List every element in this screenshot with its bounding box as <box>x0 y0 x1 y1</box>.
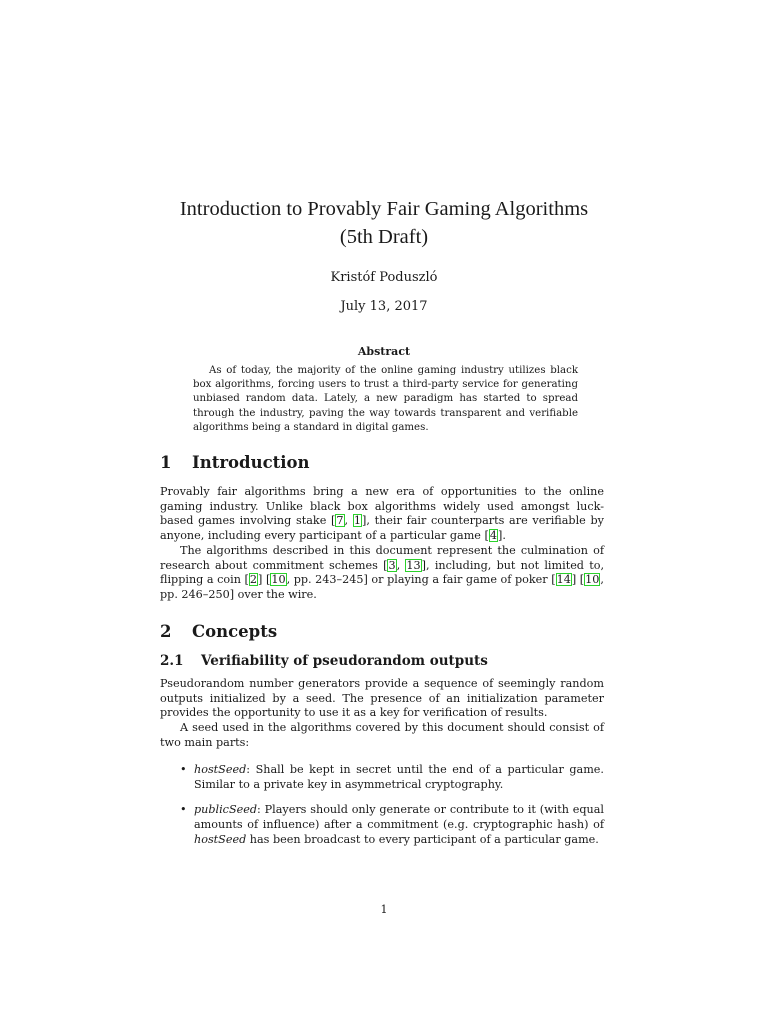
citation-link[interactable]: 14 <box>556 573 571 587</box>
bullet-icon: • <box>180 763 187 776</box>
text-run: . <box>502 529 506 543</box>
citation-link[interactable]: 3 <box>388 558 396 572</box>
list-item-text: : Shall be kept in secret until the end of a particular game. Similar to a private key in asymmetrical cryptography. <box>194 763 604 791</box>
section-1-number: 1 <box>160 453 172 472</box>
citation-link[interactable]: 2 <box>249 573 258 587</box>
citation-link[interactable]: 4 <box>489 529 497 543</box>
term: hostSeed <box>194 763 247 776</box>
text-run: , including, but not limited to, flipping a coin <box>160 558 604 587</box>
page-number: 1 <box>380 903 388 916</box>
citation-link[interactable]: 7 <box>336 514 344 528</box>
term: publicSeed <box>194 803 258 817</box>
subsection-2-1-paragraph-1: Pseudorandom number generators provide a sequence of seemingly random outputs initialized by a seed. The presence of an initialization parameter provides the opportunity to use it as a key for verification of results. <box>160 677 604 720</box>
section-2-title: Concepts <box>192 622 278 641</box>
citation-link[interactable]: 13 <box>406 558 421 572</box>
citation-link[interactable]: 10 <box>271 573 286 587</box>
subsection-2-1-number: 2.1 <box>160 653 184 669</box>
section-1-heading <box>160 453 310 472</box>
citation-link[interactable]: 10 <box>585 573 600 587</box>
section-1-title: Introduction <box>192 453 310 472</box>
subsection-2-1-paragraph-2: A seed used in the algorithms covered by this document should consist of two main parts: <box>160 721 604 749</box>
list-item <box>180 803 604 847</box>
abstract-text: As of today, the majority of the online gaming industry utilizes black box algorithms, forcing users to trust a third-party service for generating unbiased random data. Lately, a new paradigm has started to spread through the industry, paving the way towards transparent and verifiable algorithms being a standard in digital games. <box>193 365 578 433</box>
text-run: , pp. 246–250] over the wire. <box>160 573 604 602</box>
section-1-paragraph-1: Provably fair algorithms bring a new era of opportunities to the online gaming industry. Unlike black box algorithms widely used amongst luck-based games involving stake [7, 1], their fair counterparts are verifiable by anyone, including every participant of a particular game [4]. <box>160 485 604 543</box>
title-line-2: (5th Draft) <box>339 226 429 248</box>
text-run: Provably fair algorithms bring a new era of opportunities to the online gaming industry. Unlike black box algorithms widely used amongst luck-based games involving stake <box>160 485 604 528</box>
text-run: , their fair counterparts are verifiable by anyone, including every participant of a particular game <box>160 514 604 543</box>
subsection-2-1-title: Verifiability of pseudorandom outputs <box>201 653 488 669</box>
list-item-text: has been broadcast to every participant of a particular game. <box>246 832 599 846</box>
text-run: The algorithms described in this document represent the culmination of research about commitment schemes <box>160 544 604 572</box>
section-2-heading <box>160 622 277 641</box>
abstract-heading: Abstract <box>357 345 411 358</box>
subsection-2-1-heading <box>160 653 488 669</box>
title-line-1: Introduction to Provably Fair Gaming Algorithms <box>179 198 589 220</box>
seed-parts-list <box>180 763 604 859</box>
bullet-icon: • <box>180 803 187 817</box>
citation-link[interactable]: 1 <box>353 514 361 528</box>
text-run: , pp. 243–245] or playing a fair game of poker <box>286 573 552 587</box>
author: Kristóf Poduszló <box>330 270 438 285</box>
term: hostSeed <box>194 832 247 846</box>
list-item <box>180 763 604 792</box>
paper-title <box>100 195 668 251</box>
section-2-number: 2 <box>160 622 172 641</box>
section-1-paragraph-2: The algorithms described in this document represent the culmination of research about commitment schemes [3, 13], including, but not limited to, flipping a coin [2] [10, pp. 243–245] or playing a fair game of poker [14] [10, pp. 246–250] over the wire. <box>160 544 604 602</box>
list-item-text: : Players should only generate or contribute to it (with equal amounts of influence) after a commitment (e.g. cryptographic hash) of <box>194 803 604 832</box>
date: July 13, 2017 <box>340 299 428 314</box>
